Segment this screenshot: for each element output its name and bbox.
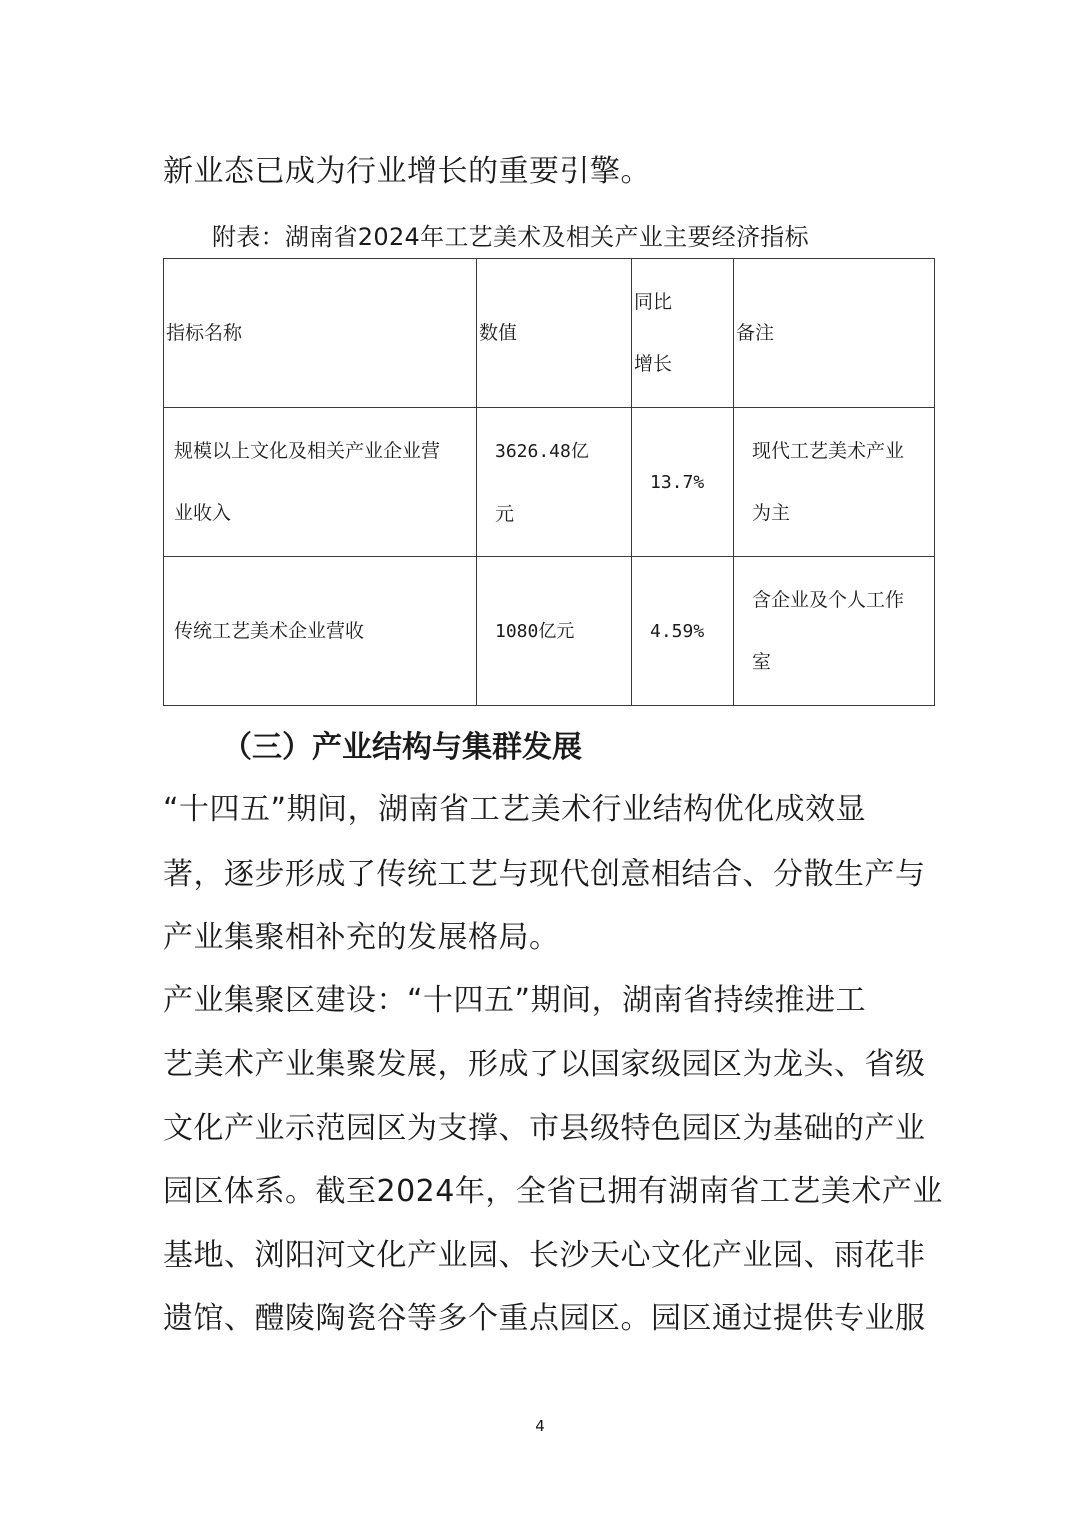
row1-name-line1: 规模以上文化及相关产业企业营 <box>174 440 441 462</box>
paragraph2-line: 园区体系。截至2024年，全省已拥有湖南省工艺美术产业 <box>163 1174 943 1209</box>
row1-note-line1: 现代工艺美术产业 <box>752 440 905 462</box>
paragraph2-line: 文化产业示范园区为支撑、市县级特色园区为基础的产业 <box>163 1111 926 1146</box>
paragraph1-line: 著，逐步形成了传统工艺与现代创意相结合、分散生产与 <box>163 857 926 892</box>
header-value: 数值 <box>477 259 632 408</box>
paragraph2-line: 遗馆、醴陵陶瓷谷等多个重点园区。园区通过提供专业服 <box>163 1301 926 1336</box>
header-indicator-name: 指标名称 <box>164 259 477 408</box>
row1-note-line2: 为主 <box>752 502 791 524</box>
row1-note <box>734 408 935 557</box>
row1-yoy <box>632 408 734 557</box>
row1-yoy-value: 13.7% <box>650 471 705 493</box>
paragraph1-line: 产业集聚相补充的发展格局。 <box>163 920 560 955</box>
row2-yoy-value: 4.59% <box>650 620 705 642</box>
header-yoy-line1: 同比 <box>634 291 673 313</box>
row2-value <box>477 557 632 706</box>
header-note: 备注 <box>734 259 935 408</box>
intro-paragraph-tail: 新业态已成为行业增长的重要引擎。 <box>163 154 651 189</box>
row1-name-line2: 业收入 <box>174 502 232 524</box>
row1-indicator-name <box>164 408 477 557</box>
paragraph1-line: “十四五”期间，湖南省工艺美术行业结构优化成效显 <box>163 792 867 827</box>
row2-note-line1: 含企业及个人工作 <box>752 589 905 611</box>
row2-note <box>734 557 935 706</box>
row1-value-line2: 元 <box>495 502 515 525</box>
page-number: 4 <box>535 1417 545 1435</box>
section-heading: （三）产业结构与集群发展 <box>222 730 582 765</box>
table-row <box>164 408 935 557</box>
row2-note-line2: 室 <box>752 651 772 673</box>
paragraph2-line: 基地、浏阳河文化产业园、长沙天心文化产业园、雨花非 <box>163 1238 926 1273</box>
header-yoy-line2: 增长 <box>634 353 673 375</box>
table-row <box>164 557 935 706</box>
header-yoy <box>632 259 734 408</box>
row1-value-line1: 3626.48亿 <box>495 440 589 462</box>
row2-indicator-name: 传统工艺美术企业营收 <box>164 557 477 706</box>
row1-value <box>477 408 632 557</box>
table-caption: 附表：湖南省2024年工艺美术及相关产业主要经济指标 <box>212 223 809 251</box>
economic-indicators-table <box>163 258 935 706</box>
table-header-row <box>164 259 935 408</box>
row2-yoy <box>632 557 734 706</box>
paragraph2-line: 产业集聚区建设：“十四五”期间，湖南省持续推进工 <box>163 983 867 1018</box>
paragraph2-line: 艺美术产业集聚发展，形成了以国家级园区为龙头、省级 <box>163 1047 926 1082</box>
row2-value-text: 1080亿元 <box>495 620 575 642</box>
